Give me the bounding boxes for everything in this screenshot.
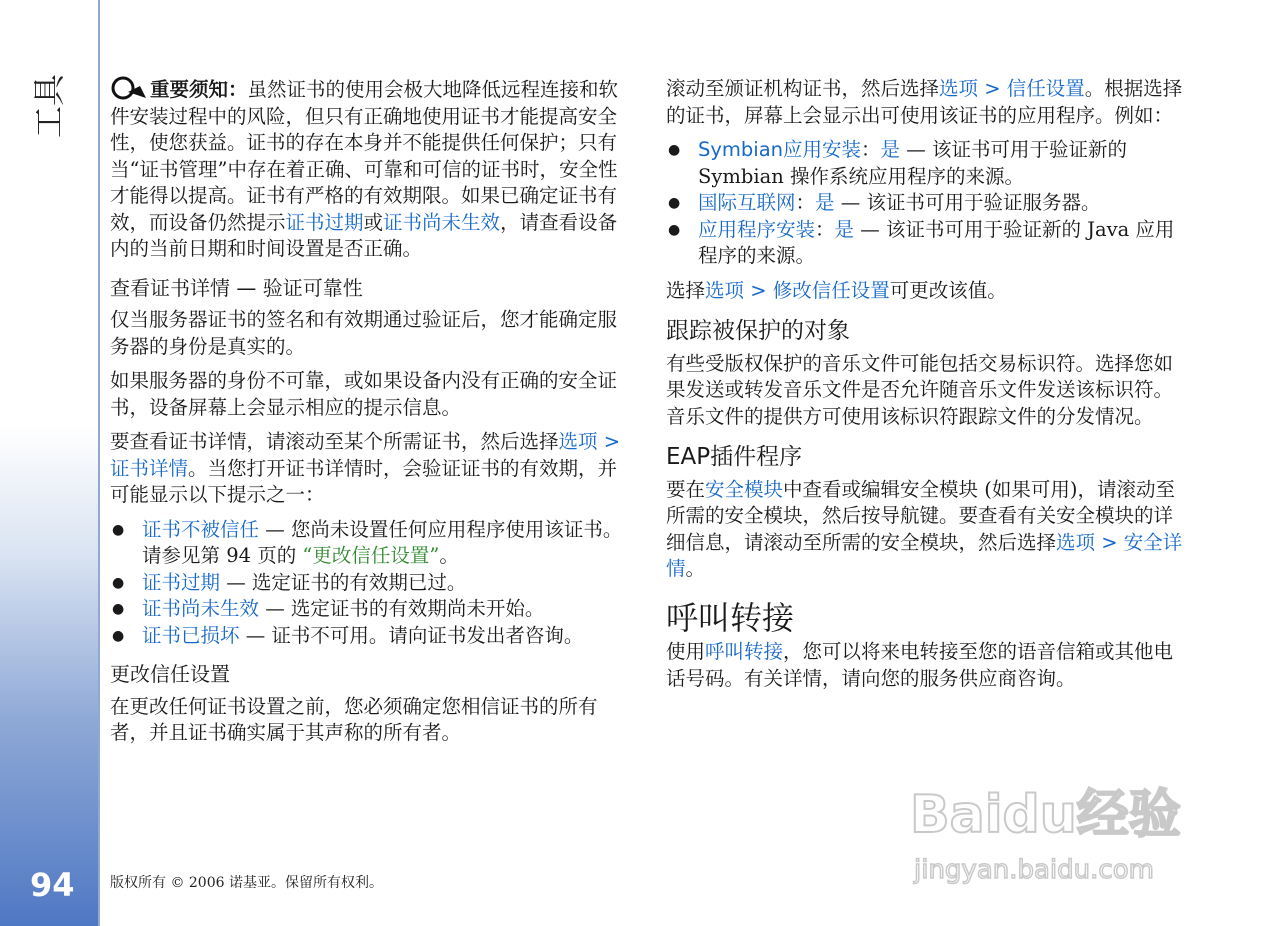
paragraph <box>666 76 1192 129</box>
copyright-footer: 版权所有 © 2006 诺基亚。保留所有权利。 <box>110 875 383 891</box>
xref-change-trust[interactable]: “更改信任设置” <box>302 544 440 567</box>
link-trust-settings[interactable]: 信任设置 <box>1006 77 1085 100</box>
link-options[interactable]: 选项 <box>1056 530 1096 554</box>
heading-view-cert-details: 查看证书详情 — 验证可靠性 <box>110 275 363 300</box>
list-item <box>110 570 636 597</box>
term-cert-expired[interactable]: 证书过期 <box>142 570 221 594</box>
paragraph <box>666 278 1192 305</box>
link-options[interactable]: 选项 <box>705 278 745 302</box>
text: 。 <box>685 557 706 580</box>
watermark-brand: Baidu经验 <box>910 785 1181 845</box>
text: — 选定证书的有效期已过。 <box>220 570 467 594</box>
menu-separator: > <box>1095 530 1124 554</box>
value-yes: 是 <box>815 191 835 214</box>
text: ： <box>861 138 881 161</box>
text: — 该证书可用于验证新的 Java 应用程序的来源。 <box>698 217 1175 267</box>
paragraph: 仅当服务器证书的签名和有效期通过验证后，您才能确定服务器的身份是真实的。 <box>110 308 618 358</box>
paragraph: 在更改任何证书设置之前，您必须确定您相信证书的所有者，并且证书确实属于其声称的所有者。 <box>110 694 598 744</box>
menu-separator: > <box>978 77 1007 100</box>
link-cert-details[interactable]: 证书详情 <box>110 456 189 480</box>
text: — 您尚未设置任何应用程序使用该证书。请参见第 94 页的 <box>142 517 623 567</box>
list-item <box>666 137 1192 190</box>
text: 可更改该值。 <box>889 278 1007 302</box>
value-yes: 是 <box>880 138 901 161</box>
term-cert-untrusted[interactable]: 证书不被信任 <box>142 517 260 541</box>
note-or: 或 <box>363 210 384 234</box>
heading-eap-plugins: EAP插件程序 <box>666 444 803 470</box>
text: 。当您打开证书详情时，会验证证书的有效期，并可能显示以下提示之一： <box>110 456 618 506</box>
text: 选择 <box>666 278 706 302</box>
link-security-module[interactable]: 安全模块 <box>705 477 784 501</box>
link-options[interactable]: 选项 <box>558 430 598 453</box>
paragraph: 如果服务器的身份不可靠，或如果设备内没有正确的安全证书，设备屏幕上会显示相应的提示信息。 <box>110 369 618 419</box>
watermark-url: jingyan.baidu.com <box>914 855 1154 885</box>
link-edit-trust-settings[interactable]: 修改信任设置 <box>772 278 890 302</box>
note-text: 虽然证书的使用会极大地降低远程连接和软件安装过程中的风险，但只有正确地使用证书才能提高安全性，使您获益。证书的存在本身并不能提供任何保护；只有当“证书管理”中存在着正确、可靠和可信的证书时，安全性才能得以提高。证书有严格的有效期限。如果已确定证书有效，而设备仍然提示 <box>110 78 619 234</box>
sidebar-divider <box>98 0 100 926</box>
text: — 证书不可用。请向证书发出者咨询。 <box>239 623 584 647</box>
list-item <box>110 517 636 570</box>
term-cert-corrupted[interactable]: 证书已损坏 <box>142 623 240 647</box>
cert-warning-list <box>110 517 636 650</box>
text: — 该证书可用于验证服务器。 <box>834 191 1101 214</box>
right-column <box>666 76 1192 700</box>
text: 要在 <box>666 477 706 501</box>
text: — 该证书可用于验证新的 Symbian 操作系统应用程序的来源。 <box>698 138 1127 188</box>
value-yes: 是 <box>834 217 855 241</box>
section-title: 工具 <box>30 73 68 138</box>
link-security-details[interactable]: 安全详情 <box>666 530 1183 580</box>
note-end: ，请查看设备内的当前日期和时间设置是否正确。 <box>110 210 618 260</box>
link-call-divert[interactable]: 呼叫转接 <box>705 640 784 663</box>
list-item <box>110 623 636 650</box>
section-tab <box>24 73 68 146</box>
list-item <box>666 217 1192 270</box>
list-item <box>110 596 636 623</box>
text: — 选定证书的有效期尚未开始。 <box>259 597 545 620</box>
baidu-watermark <box>900 760 1220 900</box>
term-internet[interactable]: 国际互联网 <box>698 191 796 214</box>
text: ： <box>815 217 835 241</box>
link-options[interactable]: 选项 <box>939 77 979 100</box>
paragraph <box>666 477 1192 583</box>
left-column <box>110 76 636 755</box>
link-cert-expired[interactable]: 证书过期 <box>285 210 364 234</box>
text: 中查看或编辑安全模块 (如果可用)，请滚动至所需的安全模块，然后按导航键。要查看有关安全模块的详细信息，请滚动至所需的安全模块，然后选择 <box>666 477 1175 554</box>
paragraph: 有些受版权保护的音乐文件可能包括交易标识符。选择您如果发送或转发音乐文件是否允许随音乐文件发送该标识符。音乐文件的提供方可使用该标识符跟踪文件的分发情况。 <box>666 351 1174 428</box>
text: 使用 <box>666 640 706 663</box>
heading-track-protected: 跟踪被保护的对象 <box>666 318 850 344</box>
menu-separator: > <box>597 430 621 453</box>
text: 滚动至颁证机构证书，然后选择 <box>666 77 940 100</box>
heading-call-divert: 呼叫转接 <box>666 598 795 637</box>
trust-app-list <box>666 137 1192 270</box>
term-symbian-install[interactable]: Symbian应用安装 <box>698 138 862 161</box>
term-app-install[interactable]: 应用程序安装 <box>698 217 816 241</box>
note-icon <box>110 76 150 100</box>
text: ： <box>795 191 816 214</box>
note-label: 重要须知： <box>150 78 248 101</box>
page-number: 94 <box>30 866 75 904</box>
list-item <box>666 190 1192 217</box>
text: 要查看证书详情，请滚动至某个所需证书，然后选择 <box>110 430 559 453</box>
text: 。 <box>439 544 459 567</box>
important-note <box>110 76 636 263</box>
paragraph <box>666 639 1192 692</box>
heading-change-trust: 更改信任设置 <box>110 662 230 686</box>
paragraph <box>110 429 636 509</box>
text: ，您可以将来电转接至您的语音信箱或其他电话号码。有关详情，请向您的服务供应商咨询。 <box>666 640 1174 690</box>
term-cert-not-valid-yet[interactable]: 证书尚未生效 <box>142 597 260 620</box>
text: 。根据选择的证书，屏幕上会显示出可使用该证书的应用程序。例如： <box>666 77 1183 127</box>
menu-separator: > <box>744 278 773 302</box>
link-cert-not-valid-yet[interactable]: 证书尚未生效 <box>383 210 501 234</box>
